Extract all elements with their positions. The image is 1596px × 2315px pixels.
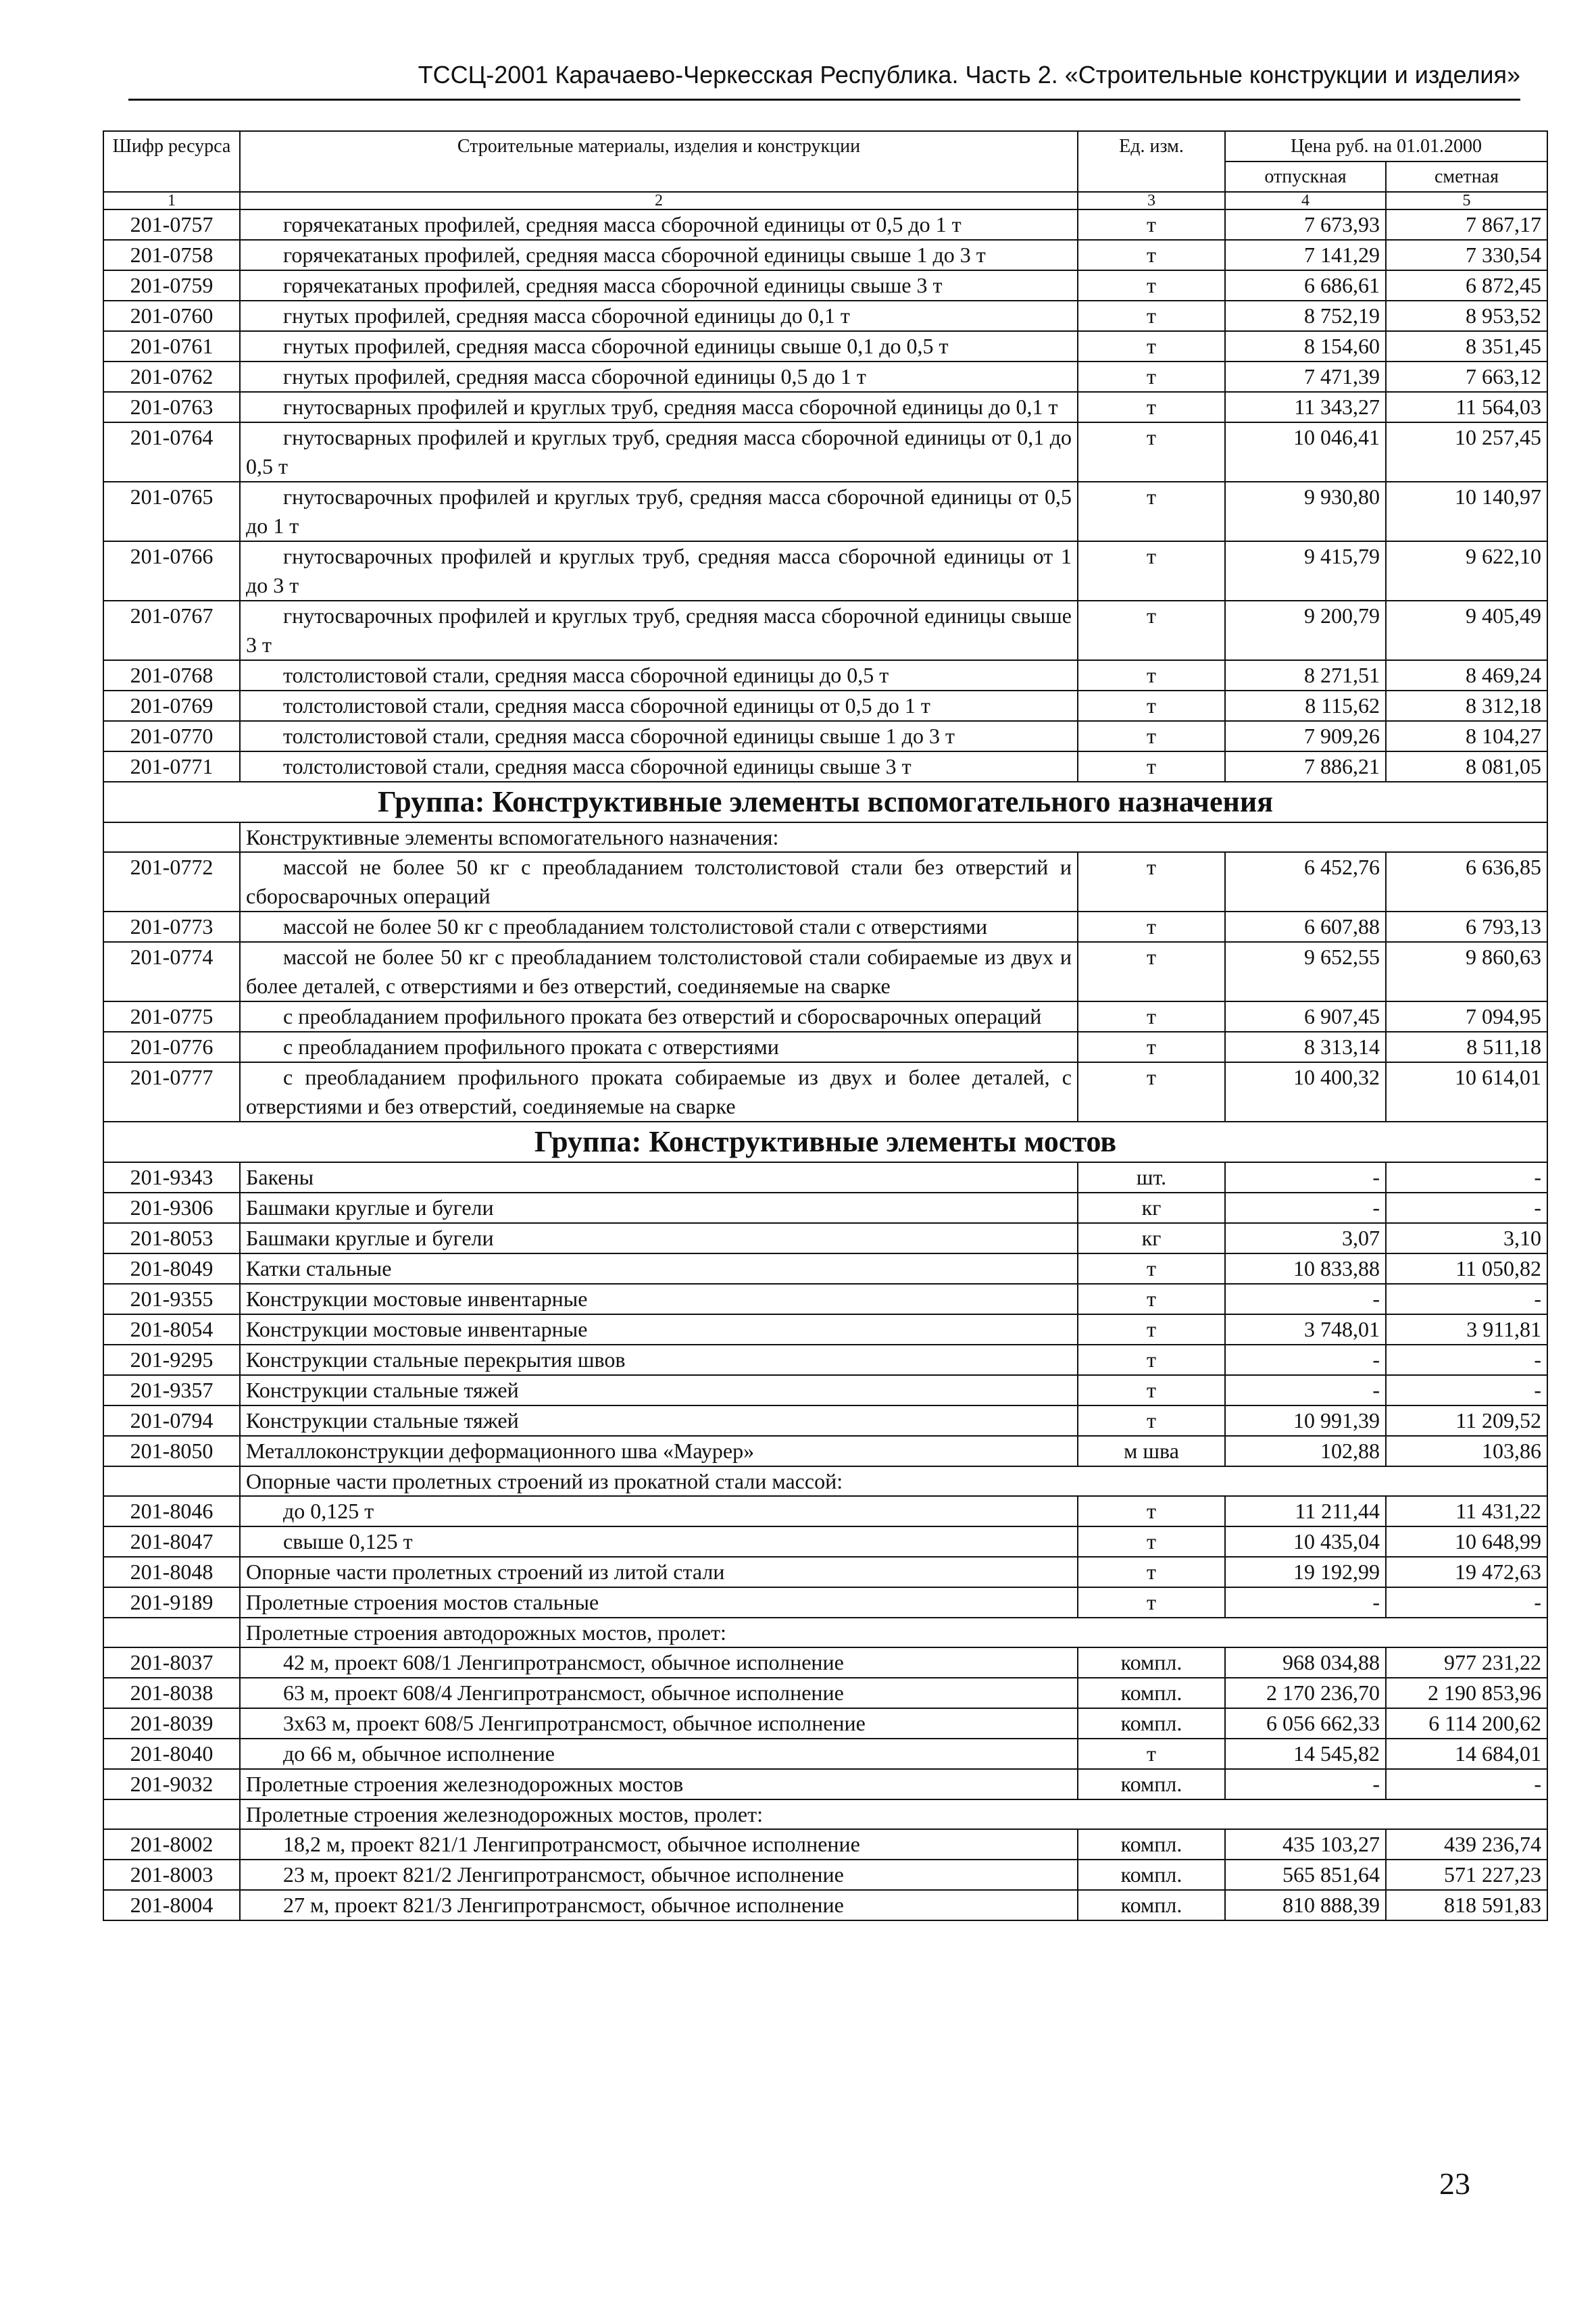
release-price: 565 851,64 [1225,1860,1386,1890]
release-price: 8 271,51 [1225,660,1386,691]
column-header-estimate: сметная [1386,161,1547,192]
unit: т [1078,1345,1225,1375]
material-name: гнутых профилей, средняя масса сборочной единицы свыше 0,1 до 0,5 т [240,331,1078,362]
unit: компл. [1078,1829,1225,1860]
table-row [103,721,1547,751]
release-price: 10 046,41 [1225,422,1386,482]
unit: т [1078,721,1225,751]
release-price: 8 154,60 [1225,331,1386,362]
estimate-price: 818 591,83 [1386,1890,1547,1920]
resource-code: 201-8049 [103,1253,240,1284]
table-row [103,209,1547,240]
material-name: до 66 м, обычное исполнение [240,1739,1078,1769]
resource-code: 201-8004 [103,1890,240,1920]
resource-code: 201-0775 [103,1001,240,1032]
material-name: 23 м, проект 821/2 Ленгипротрансмост, обычное исполнение [240,1860,1078,1890]
table-row [103,1739,1547,1769]
table-row [103,392,1547,422]
estimate-price: 10 614,01 [1386,1062,1547,1122]
unit: т [1078,270,1225,301]
resource-code: 201-0776 [103,1032,240,1062]
unit: т [1078,331,1225,362]
release-price: 7 471,39 [1225,362,1386,392]
unit: компл. [1078,1708,1225,1739]
estimate-price: 14 684,01 [1386,1739,1547,1769]
table-row [103,852,1547,912]
estimate-price: 19 472,63 [1386,1557,1547,1587]
subheader-text: Пролетные строения железнодорожных мостов, пролет: [240,1799,1547,1829]
unit: т [1078,1526,1225,1557]
release-price: - [1225,1375,1386,1405]
resource-code: 201-0759 [103,270,240,301]
release-price: - [1225,1193,1386,1223]
estimate-price: 8 081,05 [1386,751,1547,782]
release-price: - [1225,1284,1386,1314]
table-row [103,1062,1547,1122]
material-name: Конструкции стальные перекрытия швов [240,1345,1078,1375]
table-row [103,240,1547,270]
unit: т [1078,240,1225,270]
resource-code: 201-0766 [103,541,240,601]
estimate-price: 8 469,24 [1386,660,1547,691]
table-row [103,482,1547,541]
estimate-price: 571 227,23 [1386,1860,1547,1890]
estimate-price: 10 648,99 [1386,1526,1547,1557]
resource-code: 201-8046 [103,1496,240,1526]
column-header-release: отпускная [1225,161,1386,192]
resource-code: 201-0770 [103,721,240,751]
subheader-text: Опорные части пролетных строений из прокатной стали массой: [240,1466,1547,1496]
release-price: 102,88 [1225,1436,1386,1466]
material-name: 63 м, проект 608/4 Ленгипротрансмост, обычное исполнение [240,1678,1078,1708]
table-row [103,541,1547,601]
material-name: с преобладанием профильного проката собираемые из двух и более деталей, с отверстиями и без отверстий, соединяемые на сварке [240,1062,1078,1122]
material-name: толстолистовой стали, средняя масса сборочной единицы от 0,5 до 1 т [240,691,1078,721]
material-name: гнутосварочных профилей и круглых труб, средняя масса сборочной единицы от 0,5 до 1 т [240,482,1078,541]
group-title: Группа: Конструктивные элементы вспомогательного назначения [103,782,1547,822]
release-price: - [1225,1345,1386,1375]
release-price: 7 141,29 [1225,240,1386,270]
material-name: горячекатаных профилей, средняя масса сборочной единицы свыше 3 т [240,270,1078,301]
estimate-price: 7 867,17 [1386,209,1547,240]
table-row [103,1375,1547,1405]
estimate-price: 439 236,74 [1386,1829,1547,1860]
table-row [103,1890,1547,1920]
table-row [103,1647,1547,1678]
release-price: 3,07 [1225,1223,1386,1253]
resource-code: 201-0760 [103,301,240,331]
table-row [103,422,1547,482]
subheader-text: Пролетные строения автодорожных мостов, пролет: [240,1618,1547,1647]
unit: т [1078,912,1225,942]
subheader-row [103,822,1547,852]
table-row [103,1253,1547,1284]
release-price: 10 400,32 [1225,1062,1386,1122]
estimate-price: 9 622,10 [1386,541,1547,601]
material-name: свыше 0,125 т [240,1526,1078,1557]
page-header-title: ТССЦ-2001 Карачаево-Черкесская Республика. Часть 2. «Строительные конструкции и изделия» [418,61,1520,89]
resource-code: 201-8039 [103,1708,240,1739]
subheader-row [103,1618,1547,1647]
table-row [103,1860,1547,1890]
material-name: массой не более 50 кг с преобладанием толстолистовой стали без отверстий и сборосварочных операций [240,852,1078,912]
table-row [103,751,1547,782]
resource-code: 201-8054 [103,1314,240,1345]
release-price: 14 545,82 [1225,1739,1386,1769]
resource-code: 201-9343 [103,1162,240,1193]
unit: т [1078,1314,1225,1345]
resource-code: 201-0762 [103,362,240,392]
unit: т [1078,1032,1225,1062]
resource-code: 201-0757 [103,209,240,240]
resource-code: 201-0771 [103,751,240,782]
unit: т [1078,942,1225,1001]
estimate-price: 2 190 853,96 [1386,1678,1547,1708]
resource-code: 201-9306 [103,1193,240,1223]
estimate-price: 6 114 200,62 [1386,1708,1547,1739]
estimate-price: 7 094,95 [1386,1001,1547,1032]
column-header-price: Цена руб. на 01.01.2000 [1225,131,1547,161]
resource-code: 201-8037 [103,1647,240,1678]
material-name: с преобладанием профильного проката с отверстиями [240,1032,1078,1062]
unit: т [1078,392,1225,422]
unit: т [1078,1253,1225,1284]
unit: т [1078,301,1225,331]
subheader-row [103,1799,1547,1829]
estimate-price: 7 330,54 [1386,240,1547,270]
material-name: Башмаки круглые и бугели [240,1223,1078,1253]
material-name: Металлоконструкции деформационного шва «Маурер» [240,1436,1078,1466]
unit: т [1078,362,1225,392]
resource-code: 201-9295 [103,1345,240,1375]
subheader-text: Конструктивные элементы вспомогательного назначения: [240,822,1547,852]
material-name: Конструкции мостовые инвентарные [240,1314,1078,1345]
resource-code: 201-8050 [103,1436,240,1466]
material-name: гнутосварочных профилей и круглых труб, средняя масса сборочной единицы свыше 3 т [240,601,1078,660]
release-price: 7 886,21 [1225,751,1386,782]
unit: т [1078,1739,1225,1769]
estimate-price: - [1386,1345,1547,1375]
release-price: - [1225,1162,1386,1193]
column-number: 2 [240,192,1078,209]
unit: м шва [1078,1436,1225,1466]
group-title: Группа: Конструктивные элементы мостов [103,1122,1547,1162]
estimate-price: 6 872,45 [1386,270,1547,301]
material-name: горячекатаных профилей, средняя масса сборочной единицы от 0,5 до 1 т [240,209,1078,240]
material-name: толстолистовой стали, средняя масса сборочной единицы свыше 1 до 3 т [240,721,1078,751]
material-name: толстолистовой стали, средняя масса сборочной единицы до 0,5 т [240,660,1078,691]
resource-code: 201-8038 [103,1678,240,1708]
estimate-price: 10 257,45 [1386,422,1547,482]
column-number: 4 [1225,192,1386,209]
resource-code: 201-0769 [103,691,240,721]
unit: кг [1078,1193,1225,1223]
release-price: 7 909,26 [1225,721,1386,751]
unit: т [1078,1001,1225,1032]
estimate-price: 11 564,03 [1386,392,1547,422]
group-heading [103,1122,1547,1162]
release-price: 968 034,88 [1225,1647,1386,1678]
table-row [103,942,1547,1001]
resource-code: 201-0761 [103,331,240,362]
material-name: гнутосварных профилей и круглых труб, средняя масса сборочной единицы до 0,1 т [240,392,1078,422]
table-row [103,1223,1547,1253]
estimate-price: - [1386,1769,1547,1799]
unit: т [1078,751,1225,782]
unit: т [1078,1375,1225,1405]
material-name: Опорные части пролетных строений из литой стали [240,1557,1078,1587]
subheader-row [103,1466,1547,1496]
table-row [103,912,1547,942]
column-header-unit: Ед. изм. [1078,131,1225,192]
table-row [103,1708,1547,1739]
table-row [103,660,1547,691]
unit: т [1078,1062,1225,1122]
estimate-price: 11 209,52 [1386,1405,1547,1436]
unit: компл. [1078,1890,1225,1920]
resource-code: 201-8053 [103,1223,240,1253]
table-row [103,1526,1547,1557]
material-name: Конструкции стальные тяжей [240,1375,1078,1405]
material-name: Пролетные строения железнодорожных мостов [240,1769,1078,1799]
material-name: гнутосварочных профилей и круглых труб, средняя масса сборочной единицы от 1 до 3 т [240,541,1078,601]
material-name: Конструкции мостовые инвентарные [240,1284,1078,1314]
material-name: массой не более 50 кг с преобладанием толстолистовой стали с отверстиями [240,912,1078,942]
material-name: гнутосварных профилей и круглых труб, средняя масса сборочной единицы от 0,1 до 0,5 т [240,422,1078,482]
resource-code: 201-0773 [103,912,240,942]
material-name: 3х63 м, проект 608/5 Ленгипротрансмост, обычное исполнение [240,1708,1078,1739]
resource-code: 201-0774 [103,942,240,1001]
table-row [103,362,1547,392]
resource-code: 201-9357 [103,1375,240,1405]
estimate-price: 9 405,49 [1386,601,1547,660]
estimate-price: 8 351,45 [1386,331,1547,362]
release-price: 9 200,79 [1225,601,1386,660]
estimate-price: 103,86 [1386,1436,1547,1466]
release-price: 6 907,45 [1225,1001,1386,1032]
unit: т [1078,209,1225,240]
resource-code: 201-8002 [103,1829,240,1860]
material-name: Конструкции стальные тяжей [240,1405,1078,1436]
release-price: 9 652,55 [1225,942,1386,1001]
resource-code: 201-0777 [103,1062,240,1122]
estimate-price: 7 663,12 [1386,362,1547,392]
empty-cell [103,822,240,852]
release-price: 9 415,79 [1225,541,1386,601]
estimate-price: - [1386,1375,1547,1405]
empty-cell [103,1466,240,1496]
estimate-price: 8 104,27 [1386,721,1547,751]
release-price: 8 115,62 [1225,691,1386,721]
estimate-price: 11 431,22 [1386,1496,1547,1526]
column-number: 3 [1078,192,1225,209]
release-price: 11 211,44 [1225,1496,1386,1526]
resource-code: 201-0772 [103,852,240,912]
release-price: 810 888,39 [1225,1890,1386,1920]
resource-code: 201-0794 [103,1405,240,1436]
table-row [103,1345,1547,1375]
column-header-name: Строительные материалы, изделия и конструкции [240,131,1078,192]
material-name: Катки стальные [240,1253,1078,1284]
resource-code: 201-0768 [103,660,240,691]
estimate-price: 10 140,97 [1386,482,1547,541]
unit: т [1078,601,1225,660]
material-name: 18,2 м, проект 821/1 Ленгипротрансмост, обычное исполнение [240,1829,1078,1860]
resource-code: 201-0765 [103,482,240,541]
table-row [103,331,1547,362]
resource-code: 201-8048 [103,1557,240,1587]
estimate-price: 6 793,13 [1386,912,1547,942]
unit: компл. [1078,1678,1225,1708]
empty-cell [103,1799,240,1829]
price-table [103,130,1548,1921]
material-name: Башмаки круглые и бугели [240,1193,1078,1223]
material-name: гнутых профилей, средняя масса сборочной единицы до 0,1 т [240,301,1078,331]
unit: т [1078,1587,1225,1618]
estimate-price: - [1386,1284,1547,1314]
estimate-price: 3 911,81 [1386,1314,1547,1345]
release-price: 3 748,01 [1225,1314,1386,1345]
estimate-price: - [1386,1162,1547,1193]
resource-code: 201-8003 [103,1860,240,1890]
release-price: 2 170 236,70 [1225,1678,1386,1708]
unit: т [1078,1557,1225,1587]
resource-code: 201-0758 [103,240,240,270]
release-price: 435 103,27 [1225,1829,1386,1860]
unit: т [1078,660,1225,691]
estimate-price: 9 860,63 [1386,942,1547,1001]
table-row [103,301,1547,331]
estimate-price: 8 312,18 [1386,691,1547,721]
header-rule [128,99,1520,101]
resource-code: 201-9032 [103,1769,240,1799]
resource-code: 201-0767 [103,601,240,660]
unit: т [1078,691,1225,721]
table-row [103,1162,1547,1193]
group-heading [103,782,1547,822]
release-price: 9 930,80 [1225,482,1386,541]
release-price: 10 833,88 [1225,1253,1386,1284]
resource-code: 201-9189 [103,1587,240,1618]
column-number: 1 [103,192,240,209]
release-price: - [1225,1587,1386,1618]
table-row [103,1557,1547,1587]
unit: кг [1078,1223,1225,1253]
table-row [103,1769,1547,1799]
estimate-price: - [1386,1193,1547,1223]
release-price: 6 452,76 [1225,852,1386,912]
estimate-price: 8 511,18 [1386,1032,1547,1062]
release-price: - [1225,1769,1386,1799]
unit: т [1078,1496,1225,1526]
table-row [103,1587,1547,1618]
unit: т [1078,852,1225,912]
unit: т [1078,422,1225,482]
resource-code: 201-8047 [103,1526,240,1557]
material-name: гнутых профилей, средняя масса сборочной единицы 0,5 до 1 т [240,362,1078,392]
empty-cell [103,1618,240,1647]
estimate-price: 8 953,52 [1386,301,1547,331]
estimate-price: 6 636,85 [1386,852,1547,912]
resource-code: 201-0764 [103,422,240,482]
table-row [103,1284,1547,1314]
release-price: 10 435,04 [1225,1526,1386,1557]
release-price: 19 192,99 [1225,1557,1386,1587]
unit: т [1078,1405,1225,1436]
unit: т [1078,541,1225,601]
resource-code: 201-0763 [103,392,240,422]
table-row [103,1314,1547,1345]
unit: компл. [1078,1860,1225,1890]
release-price: 6 056 662,33 [1225,1708,1386,1739]
release-price: 10 991,39 [1225,1405,1386,1436]
estimate-price: - [1386,1587,1547,1618]
release-price: 8 752,19 [1225,301,1386,331]
table-row [103,1496,1547,1526]
table-row [103,1829,1547,1860]
material-name: 42 м, проект 608/1 Ленгипротрансмост, обычное исполнение [240,1647,1078,1678]
table-row [103,270,1547,301]
unit: компл. [1078,1647,1225,1678]
material-name: толстолистовой стали, средняя масса сборочной единицы свыше 3 т [240,751,1078,782]
estimate-price: 977 231,22 [1386,1647,1547,1678]
table-row [103,1193,1547,1223]
material-name: с преобладанием профильного проката без отверстий и сборосварочных операций [240,1001,1078,1032]
release-price: 6 686,61 [1225,270,1386,301]
table-row [103,1678,1547,1708]
table-row [103,691,1547,721]
material-name: массой не более 50 кг с преобладанием толстолистовой стали собираемые из двух и более деталей, с отверстиями и без отверстий, соединяемые на сварке [240,942,1078,1001]
release-price: 8 313,14 [1225,1032,1386,1062]
page-number: 23 [1439,2166,1470,2201]
resource-code: 201-8040 [103,1739,240,1769]
unit: т [1078,482,1225,541]
unit: шт. [1078,1162,1225,1193]
unit: т [1078,1284,1225,1314]
resource-code: 201-9355 [103,1284,240,1314]
material-name: до 0,125 т [240,1496,1078,1526]
release-price: 6 607,88 [1225,912,1386,942]
estimate-price: 3,10 [1386,1223,1547,1253]
material-name: Пролетные строения мостов стальные [240,1587,1078,1618]
table-row [103,1032,1547,1062]
column-number: 5 [1386,192,1547,209]
table-row [103,1001,1547,1032]
material-name: 27 м, проект 821/3 Ленгипротрансмост, обычное исполнение [240,1890,1078,1920]
table-row [103,1436,1547,1466]
release-price: 7 673,93 [1225,209,1386,240]
column-header-code: Шифр ресурса [103,131,240,192]
material-name: горячекатаных профилей, средняя масса сборочной единицы свыше 1 до 3 т [240,240,1078,270]
estimate-price: 11 050,82 [1386,1253,1547,1284]
table-row [103,1405,1547,1436]
table-row [103,601,1547,660]
unit: компл. [1078,1769,1225,1799]
material-name: Бакены [240,1162,1078,1193]
release-price: 11 343,27 [1225,392,1386,422]
